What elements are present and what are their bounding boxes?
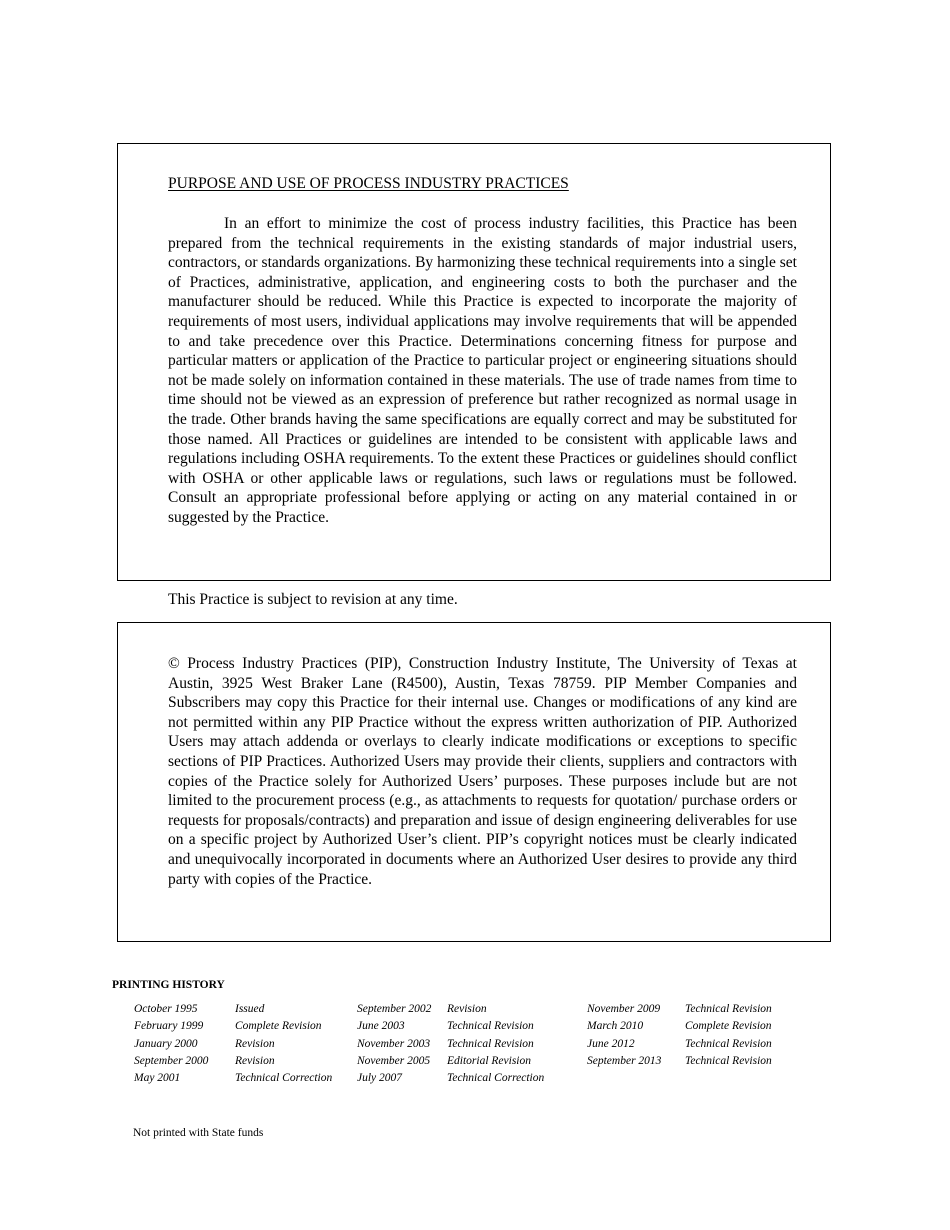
history-date: September 2013 [587,1054,662,1067]
history-type: Complete Revision [235,1020,322,1033]
history-type: Editorial Revision [447,1054,532,1067]
history-type: Technical Revision [685,1037,772,1050]
history-date: October 1995 [134,1003,198,1015]
history-date: June 2012 [587,1037,635,1050]
history-type: Technical Correction [235,1072,333,1085]
history-date: June 2003 [357,1020,405,1033]
copyright-paragraph: © Process Industry Practices (PIP), Construction Industry Institute, The University of Texas at Austin, 3925 West Braker Lane (R4500), Austin, Texas 78759. PIP Member Companies and Subscribers may copy this Practice for their internal use. Changes or modifications of any kind are not permitted within any PIP Practice without the express written authorization of PIP. Authorized Users may attach addenda or overlays to clearly indicate modifications or exceptions to specific sections of PIP Practices. Authorized Users may provide their clients, suppliers and contractors with copies of the Practice solely for Authorized Users’ purposes. These purposes include but are not limited to the procurement process (e.g., as attachments to requests for quotation/ purchase orders or requests for proposals/contracts) and preparation and issue of design engineering deliverables for use on a specific project by Authorized User’s client. PIP’s copyright notices must be clearly indicated and unequivocally incorporated in documents where an Authorized User desires to provide any third party with copies of the Practice. [168,655,797,888]
history-type: Technical Revision [447,1020,534,1033]
history-date: February 1999 [134,1020,204,1033]
history-date: September 2002 [357,1003,432,1015]
history-type: Revision [447,1003,487,1015]
revision-note: This Practice is subject to revision at any time. [168,591,458,608]
history-type: Revision [235,1037,275,1050]
history-type: Technical Revision [685,1054,772,1067]
purpose-heading: PURPOSE AND USE OF PROCESS INDUSTRY PRACTICES [168,175,569,192]
history-date: March 2010 [587,1020,644,1033]
history-date: November 2009 [587,1003,661,1015]
footer-note: Not printed with State funds [133,1127,264,1139]
printing-history-title: PRINTING HISTORY [112,979,225,991]
history-date: November 2003 [357,1037,431,1050]
purpose-paragraph: In an effort to minimize the cost of process industry facilities, this Practice has been prepared from the technical requirements in the existing standards of major industrial users, contractors, or standards organizations. By harmonizing these technical requirements into a single set of Practices, administrative, application, and engineering costs to both the purchaser and the manufacturer should be reduced. While this Practice is expected to incorporate the majority of requirements of most users, individual applications may involve requirements that will be appended to and take precedence over this Practice. Determinations concerning fitness for purpose and particular matters or application of the Practice to particular project or engineering situations should not be made solely on information contained in these materials. The use of trade names from time to time should not be viewed as an expression of preference but rather recognized as normal usage in the trade. Other brands having the same specifications are equally correct and may be substituted for those named. All Practices or guidelines are intended to be consistent with applicable laws and regulations including OSHA requirements. To the extent these Practices or guidelines should conflict with OSHA or other applicable laws or regulations, such laws or regulations must be followed. Consult an appropriate professional before applying or acting on any material contained in or suggested by the Practice. [168,215,797,526]
history-date: May 2001 [134,1072,181,1085]
history-type: Technical Revision [685,1003,772,1015]
history-date: January 2000 [134,1037,198,1050]
history-type: Complete Revision [685,1020,772,1033]
history-type: Technical Correction [447,1072,545,1085]
history-date: July 2007 [357,1072,403,1085]
history-type: Technical Revision [447,1037,534,1050]
history-date: September 2000 [134,1054,209,1067]
history-type: Revision [235,1054,275,1067]
history-type: Issued [235,1003,265,1015]
history-date: November 2005 [357,1054,431,1067]
